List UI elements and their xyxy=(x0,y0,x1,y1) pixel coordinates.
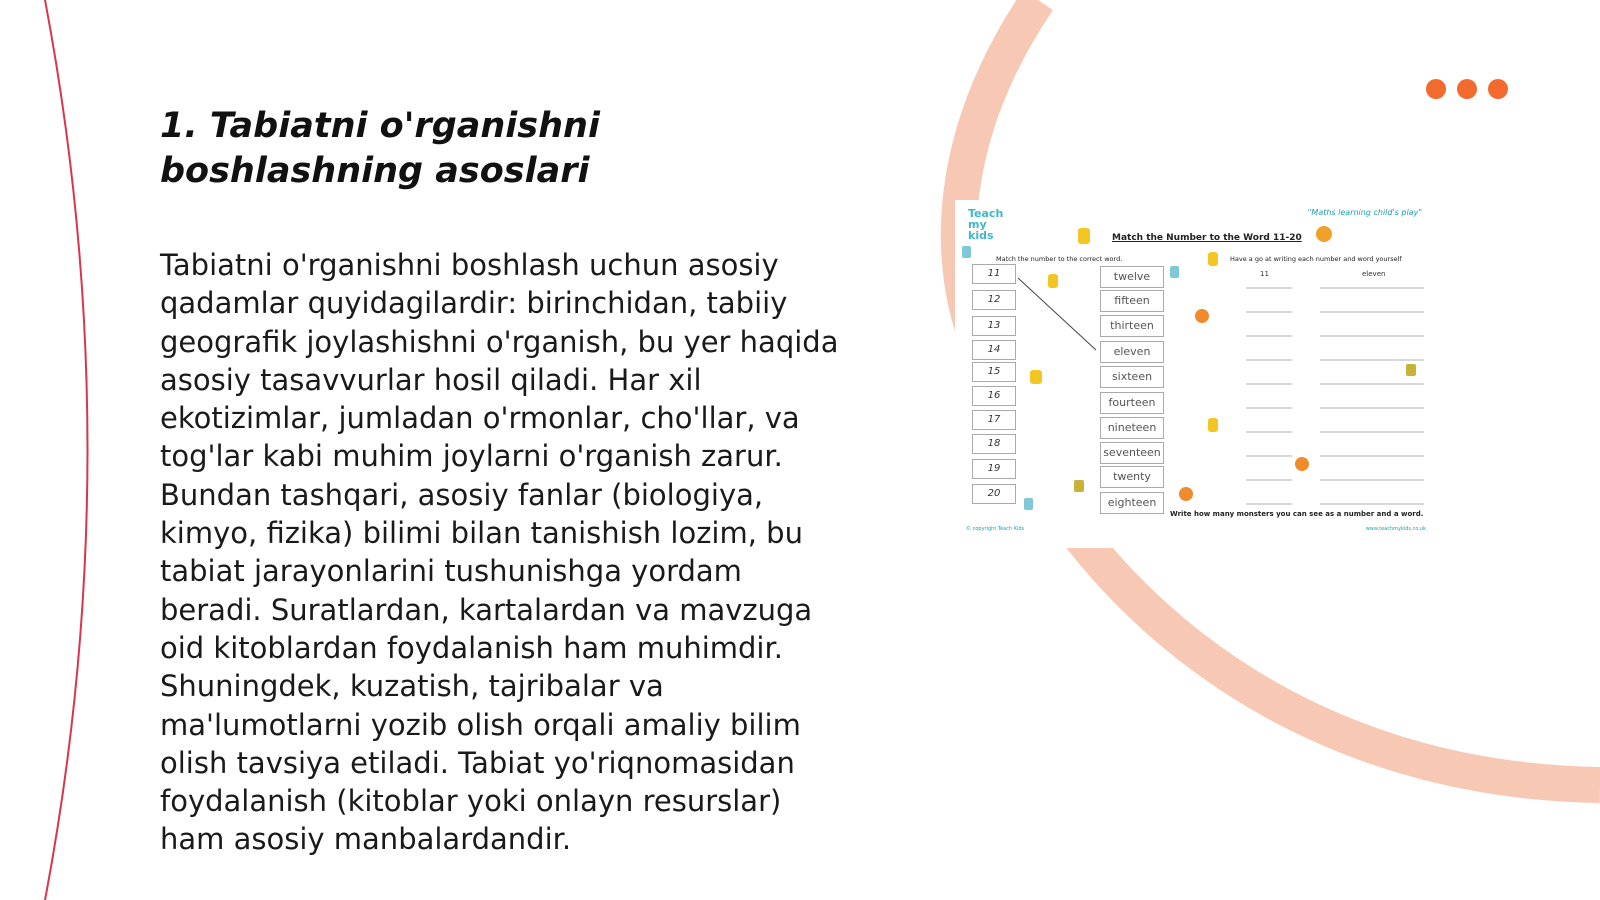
word-box: eleven xyxy=(1100,341,1164,363)
number-box: 19 xyxy=(972,459,1016,479)
orange-monster-icon xyxy=(1179,226,1332,501)
word-box: sixteen xyxy=(1100,366,1164,388)
number-box: 17 xyxy=(972,410,1016,430)
word-box: nineteen xyxy=(1100,417,1164,439)
word-box: twenty xyxy=(1100,466,1164,488)
word-box: thirteen xyxy=(1100,315,1164,337)
number-box: 12 xyxy=(972,290,1016,310)
worksheet-right-instruction: Have a go at writing each number and word yourself xyxy=(1230,255,1402,263)
slide-body-text: Tabiatni o'rganishni boshlash uchun asosiy qadamlar quyidagilardir: birinchidan, tabiiy geografik joylashishni o'rganish, bu yer haqida asosiy tasavvurlar hosil qiladi. Har xil ekotizimlar, jumladan o'rmonlar, cho'llar, va tog'lar kabi muhim joylarni o'rganish zarur. Bundan tashqari, asosiy fanlar (biologiya, kimyo, fizika) bilimi bilan tanishish lozim, bu tabiat jarayonlarini tushunishga yordam beradi. Suratlardan, kartalardan va mavzuga oid kitoblardan foydalanish ham muhimdir. Shuningdek, kuzatish, tajribalar va ma'lumotlarni yozib olish orqali amaliy bilim olish tavsiya etiladi. Tabiat yo'riqnomasidan foydalanish (kitoblar yoki onlayn resurslar) ham asosiy manbalardandir. xyxy=(160,248,839,857)
left-curve-line xyxy=(45,0,88,900)
number-box: 15 xyxy=(972,362,1016,382)
worksheet-slogan: "Maths learning child's play" xyxy=(1307,208,1422,217)
worksheet-copyright: © copyright Teach Kids xyxy=(966,526,1025,532)
worksheet-logo: Teach my kids xyxy=(968,207,1004,242)
worksheet-image xyxy=(962,204,1436,544)
example-number: 11 xyxy=(1260,270,1269,278)
pagination-dots xyxy=(1426,79,1508,99)
number-box: 20 xyxy=(972,484,1016,504)
slide-title: 1. Tabiatni o'rganishni boshlashning asoslari xyxy=(160,106,600,191)
word-box: seventeen xyxy=(1100,442,1164,464)
word-box: fourteen xyxy=(1100,392,1164,414)
number-box: 11 xyxy=(972,264,1016,284)
number-box: 18 xyxy=(972,434,1016,454)
dot-3 xyxy=(1488,79,1508,99)
word-box: twelve xyxy=(1100,266,1164,288)
yellow-monster-icon xyxy=(1030,228,1416,492)
word-box: fifteen xyxy=(1100,290,1164,312)
number-box: 16 xyxy=(972,386,1016,406)
worksheet-url: www.teachmykids.co.uk xyxy=(1365,526,1426,532)
word-box: eighteen xyxy=(1100,492,1164,514)
number-box: 14 xyxy=(972,340,1016,360)
dot-2 xyxy=(1457,79,1477,99)
worksheet-left-instruction: Match the number to the correct word. xyxy=(996,255,1123,263)
dot-1 xyxy=(1426,79,1446,99)
number-box: 13 xyxy=(972,316,1016,336)
worksheet-title: Match the Number to the Word 11-20 xyxy=(1112,233,1302,243)
worksheet-bottom-instruction: Write how many monsters you can see as a number and a word. xyxy=(1170,510,1424,518)
example-word: eleven xyxy=(1362,270,1386,278)
